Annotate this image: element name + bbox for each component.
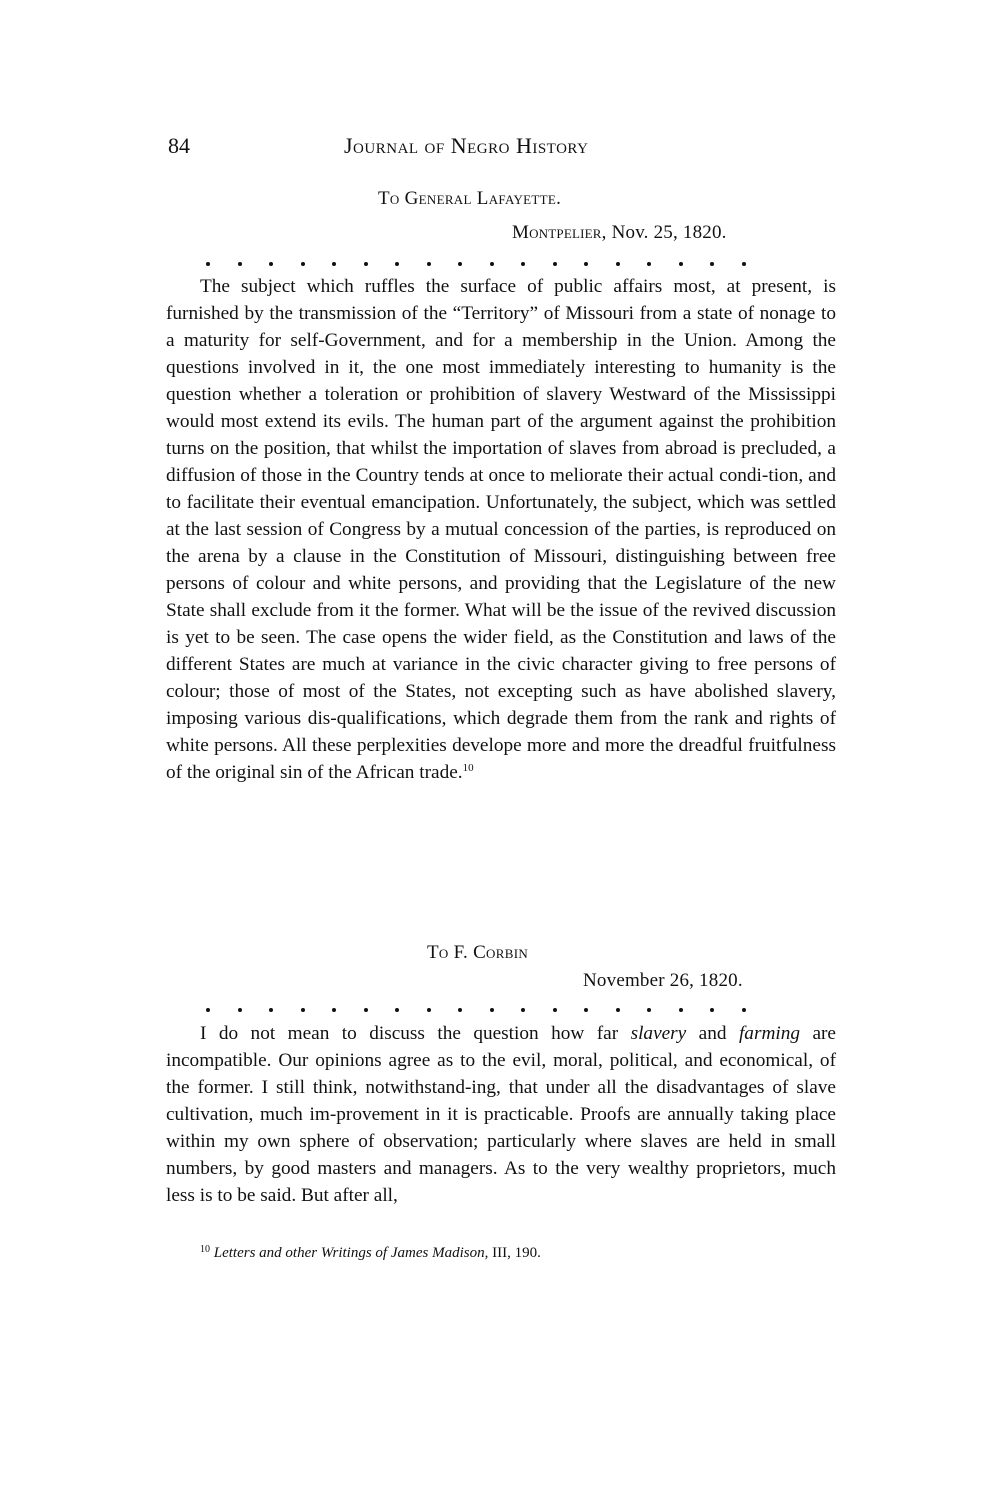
paragraph: The subject which ruffles the surface of public affairs most, at present, is furnished by the transmission of the “Territory” of Missouri from a state of nonage to a maturity for self-Government, and for a membership in the Union. Among the questions involved in it, the one most immediately interesting to humanity is the question whether a toleration or prohibition of slavery Westward of the Mississippi would most extend its evils. The human part of the argument against the prohibition turns on the position, that whilst the importation of slaves from abroad is precluded, a diffusion of those in the Country tends at once to meliorate their actual condi-tion, and to facilitate their eventual emancipation. Unfortunately, the subject, which was settled at the last session of Congress by a mutual concession of the parties, is reproduced on the arena by a clause in the Constitution of Missouri, distinguishing between free persons of colour and white persons, and providing that the Legislature of the new State shall exclude from it the former. What will be the issue of the revived discussion is yet to be seen. The case opens the wider field, as the Constitution and laws of the different States are much at variance in the civic character giving to free persons of colour; those of most of the States, not excepting such as have abolished slavery, imposing various dis-qualifications, which degrade them from the rank and rights of white persons. All these perplexities develope more and more the dreadful fruitfulness of the original sin of the African trade.$^{10}$ <box>166 276 836 783</box>
letter-place: Montpelier, <box>512 222 607 243</box>
running-title: Journal of Negro History <box>344 133 589 158</box>
ellipsis-divider <box>206 1008 746 1012</box>
footnote-title: Letters and other Writings of James Madison, <box>213 1245 489 1261</box>
footnote-number: 10 <box>200 1244 210 1255</box>
ellipsis-divider <box>206 262 746 266</box>
footnote-reference: 10 <box>462 762 474 774</box>
footnote-citation: III, 190. <box>488 1245 541 1261</box>
letter-place-date-lafayette <box>512 222 727 244</box>
letter-heading-lafayette: To General Lafayette. <box>378 188 562 209</box>
letter-body-lafayette <box>166 273 836 786</box>
letter-date: Nov. 25, 1820. <box>611 222 727 243</box>
letter-body-corbin <box>166 1020 836 1209</box>
letter-heading-corbin: To F. Corbin <box>427 942 529 963</box>
footnote <box>200 1244 541 1262</box>
paragraph: I do not mean to discuss the question how far slavery and farming are incompatible. Our opinions agree as to the evil, moral, political, and economical, of the former. I still think, notwithstand-ing, that under all the disadvantages of slave cultivation, much im-provement in it is practicable. Proofs are annually taking place within my own sphere of observation; particularly where slaves are held in small numbers, by good masters and managers. As to the very wealthy proprietors, much less is to be said. But after all, <box>166 1023 836 1206</box>
page-header <box>168 133 836 163</box>
page-number: 84 <box>168 133 190 158</box>
letter-date-corbin: November 26, 1820. <box>583 970 743 991</box>
